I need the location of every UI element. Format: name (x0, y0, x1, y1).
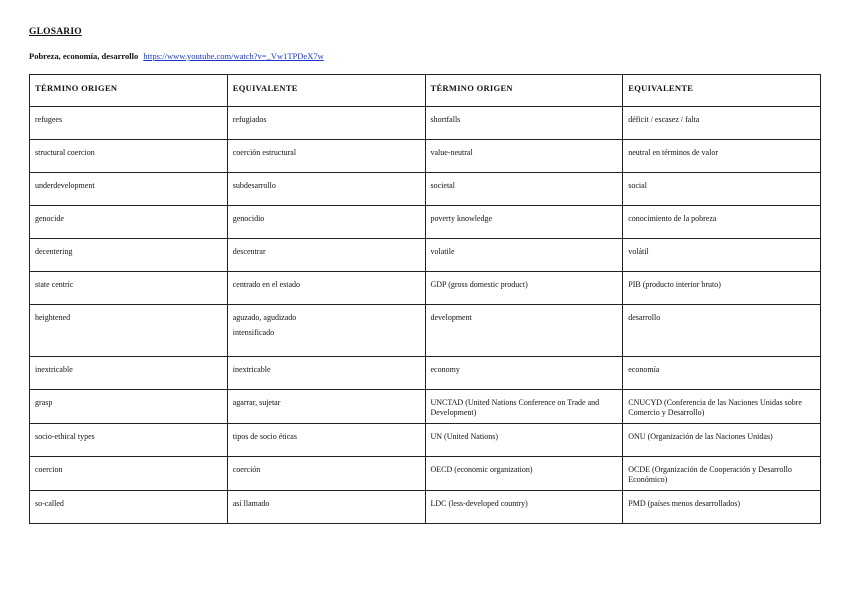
table-row (30, 206, 821, 239)
table-row (30, 457, 821, 491)
table-cell: shortfalls (425, 107, 623, 140)
table-row (30, 140, 821, 173)
table-cell: agarrar, sujetar (227, 390, 425, 424)
table-cell: CNUCYD (Conferencia de las Naciones Unidas sobre Comercio y Desarrollo) (623, 390, 821, 424)
subtitle-text: Pobreza, economía, desarrollo (29, 51, 139, 61)
table-cell: GDP (gross domestic product) (425, 272, 623, 305)
table-cell: social (623, 173, 821, 206)
table-cell: economy (425, 357, 623, 390)
table-row (30, 107, 821, 140)
table-cell: OCDE (Organización de Cooperación y Desarrollo Económico) (623, 457, 821, 491)
table-cell: así llamado (227, 491, 425, 524)
table-cell: coerción (227, 457, 425, 491)
table-cell: socio-ethical types (30, 424, 228, 457)
table-cell: genocidio (227, 206, 425, 239)
table-cell: refugiados (227, 107, 425, 140)
table-cell (227, 305, 425, 357)
cell-line: intensificado (232, 328, 275, 338)
table-cell: déficit / escasez / falta (623, 107, 821, 140)
cell-line: aguzado, agudizado (232, 313, 297, 322)
table-cell: economía (623, 357, 821, 390)
table-cell: neutral en términos de valor (623, 140, 821, 173)
table-cell: genocide (30, 206, 228, 239)
table-cell: so-called (30, 491, 228, 524)
table-cell: desarrollo (623, 305, 821, 357)
table-cell: centrado en el estado (227, 272, 425, 305)
table-cell: refugees (30, 107, 228, 140)
subtitle (29, 51, 324, 61)
table-cell: tipos de socio éticas (227, 424, 425, 457)
table-row (30, 272, 821, 305)
table-row (30, 357, 821, 390)
table-cell: coerción estructural (227, 140, 425, 173)
table-cell: grasp (30, 390, 228, 424)
table-cell: structural coercion (30, 140, 228, 173)
table-cell: LDC (less-developed country) (425, 491, 623, 524)
header-source-term-1: TÉRMINO ORIGEN (30, 75, 228, 107)
table-cell: decentering (30, 239, 228, 272)
table-cell: OECD (economic organization) (425, 457, 623, 491)
table-cell: value-neutral (425, 140, 623, 173)
table-cell: state centric (30, 272, 228, 305)
table-row (30, 305, 821, 357)
table-cell: development (425, 305, 623, 357)
table-cell: subdesarrollo (227, 173, 425, 206)
table-row (30, 424, 821, 457)
table-cell: coercion (30, 457, 228, 491)
table-row (30, 173, 821, 206)
table-cell: inextricable (30, 357, 228, 390)
table-cell: societal (425, 173, 623, 206)
table-cell: heightened (30, 305, 228, 357)
table-row (30, 491, 821, 524)
header-equivalent-1: EQUIVALENTE (227, 75, 425, 107)
header-equivalent-2: EQUIVALENTE (623, 75, 821, 107)
page-title: GLOSARIO (29, 27, 82, 37)
table-cell: descentrar (227, 239, 425, 272)
table-cell: underdevelopment (30, 173, 228, 206)
table-cell: volátil (623, 239, 821, 272)
table-header-row (30, 75, 821, 107)
header-source-term-2: TÉRMINO ORIGEN (425, 75, 623, 107)
table-cell: poverty knowledge (425, 206, 623, 239)
table-cell: UNCTAD (United Nations Conference on Trade and Development) (425, 390, 623, 424)
table-cell: PMD (países menos desarrollados) (623, 491, 821, 524)
table-cell: ONU (Organización de las Naciones Unidas) (623, 424, 821, 457)
table-row (30, 390, 821, 424)
video-link[interactable]: https://www.youtube.com/watch?v=_Vw1TPDeX7w (143, 51, 324, 61)
table-cell: PIB (producto interior bruto) (623, 272, 821, 305)
glossary-table (29, 74, 821, 524)
table-cell: conocimiento de la pobreza (623, 206, 821, 239)
table-row (30, 239, 821, 272)
table-cell: volatile (425, 239, 623, 272)
table-cell: UN (United Nations) (425, 424, 623, 457)
table-cell: inextricable (227, 357, 425, 390)
